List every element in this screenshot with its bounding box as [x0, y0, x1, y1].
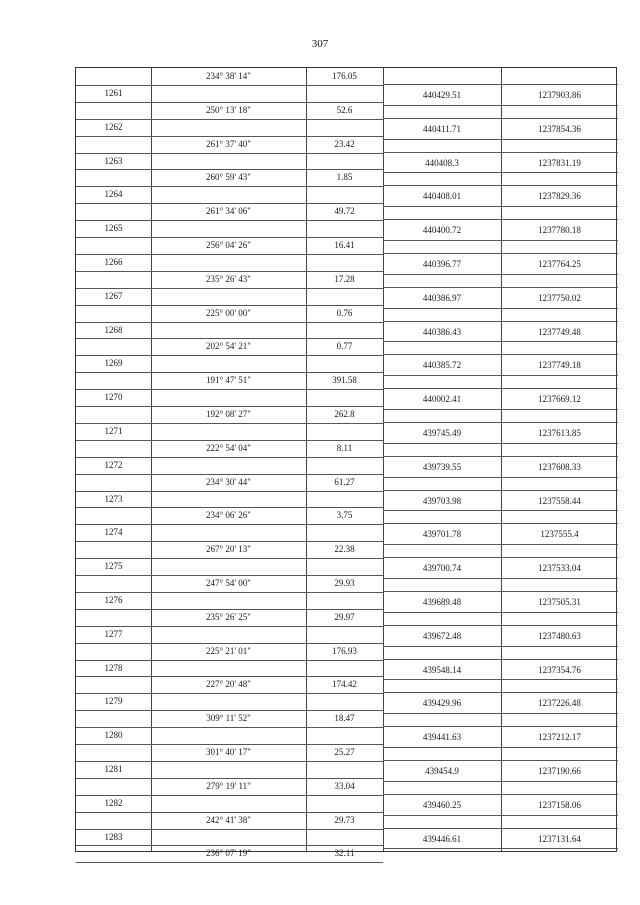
easting-cell: 1237158.06	[538, 799, 581, 810]
distance-cell: 17.28	[334, 273, 355, 284]
row-divider	[383, 510, 618, 511]
point-id-cell: 1267	[104, 290, 123, 301]
northing-cell: 439672.48	[422, 630, 462, 641]
point-id-cell: 1283	[104, 831, 123, 842]
easting-cell: 1237558.44	[538, 495, 581, 506]
row-divider	[383, 219, 618, 220]
easting-cell: 1237831.19	[538, 157, 581, 168]
northing-cell: 439429.96	[422, 698, 462, 709]
easting-cell: 1237533.04	[538, 563, 581, 574]
row-divider	[76, 237, 383, 238]
row-divider	[383, 523, 618, 524]
northing-cell: 439548.14	[422, 664, 462, 675]
bearing-cell: 261° 34' 06"	[206, 206, 251, 217]
easting-cell: 1237669.12	[538, 394, 581, 405]
bearing-cell: 236° 07' 19"	[206, 848, 251, 859]
easting-cell: 1237190.66	[538, 765, 581, 776]
easting-cell: 1237829.36	[538, 191, 581, 202]
row-divider	[383, 625, 618, 626]
distance-cell: 0.76	[336, 307, 353, 318]
row-divider	[76, 575, 383, 576]
bearing-cell: 250° 13' 18"	[206, 104, 251, 115]
point-id-cell: 1263	[104, 155, 123, 166]
point-id-cell: 1280	[104, 730, 123, 741]
easting-cell: 1237226.48	[538, 698, 581, 709]
bearing-cell: 202° 54' 21"	[206, 341, 251, 352]
easting-cell: 1237131.64	[538, 833, 581, 844]
easting-cell: 1237764.25	[538, 258, 581, 269]
easting-cell: 1237749.48	[538, 326, 581, 337]
point-id-cell: 1271	[104, 425, 123, 436]
bearing-cell: 309° 11' 52"	[206, 713, 251, 724]
row-divider	[76, 372, 383, 373]
row-divider	[383, 828, 618, 829]
distance-cell: 262.8	[334, 409, 355, 419]
row-divider	[76, 136, 383, 137]
bearing-cell: 301° 40' 17"	[206, 747, 251, 757]
distance-cell: 22.38	[334, 544, 355, 555]
row-divider	[76, 609, 383, 610]
row-divider	[383, 848, 618, 849]
point-id-cell: 1274	[104, 527, 123, 538]
northing-cell: 440386.43	[422, 326, 462, 337]
bearing-cell: 191° 47' 51"	[206, 375, 251, 386]
row-divider	[383, 341, 618, 342]
row-divider	[383, 726, 618, 727]
bearing-cell: 242° 41' 38"	[206, 814, 251, 825]
row-divider	[383, 646, 618, 647]
distance-cell: 29.97	[334, 611, 355, 622]
northing-cell: 440386.97	[422, 292, 462, 303]
row-divider	[76, 710, 383, 711]
row-divider	[383, 240, 618, 241]
northing-cell: 440429.51	[422, 89, 462, 100]
row-divider	[383, 321, 618, 322]
point-id-cell: 1261	[104, 87, 123, 98]
northing-cell: 439441.63	[422, 732, 462, 743]
northing-cell: 440408.01	[422, 191, 462, 202]
row-divider	[383, 409, 618, 410]
bearing-cell: 222° 54' 04"	[206, 442, 251, 453]
bearing-cell: 247° 54' 00"	[206, 578, 251, 588]
bearing-cell: 227° 20' 48"	[206, 679, 251, 690]
northing-cell: 440400.72	[422, 225, 462, 236]
distance-cell: 23.42	[334, 138, 355, 149]
row-divider	[383, 354, 618, 355]
row-divider	[76, 440, 383, 441]
distance-cell: 18.47	[334, 713, 355, 724]
distance-cell: 49.72	[334, 206, 355, 217]
row-divider	[76, 676, 383, 677]
row-divider	[76, 406, 383, 407]
distance-cell: 3.75	[336, 510, 353, 521]
row-divider	[383, 557, 618, 558]
bearing-cell: 234° 06' 26"	[206, 510, 251, 521]
northing-cell: 439745.49	[422, 427, 462, 438]
easting-cell: 1237608.33	[538, 461, 581, 472]
row-divider	[383, 422, 618, 423]
row-divider	[383, 139, 618, 140]
distance-cell: 32.11	[334, 848, 355, 859]
point-id-cell: 1262	[104, 121, 123, 132]
row-divider	[76, 102, 383, 103]
point-id-cell: 1281	[104, 763, 123, 774]
point-id-cell: 1272	[104, 459, 123, 470]
bearing-cell: 225° 00' 00"	[206, 307, 251, 318]
row-divider	[383, 456, 618, 457]
row-divider	[383, 490, 618, 491]
distance-cell: 174.42	[332, 679, 357, 690]
distance-cell: 29.73	[334, 814, 355, 825]
row-divider	[383, 443, 618, 444]
point-id-cell: 1269	[104, 358, 123, 369]
row-divider	[383, 152, 618, 153]
easting-cell: 1237903.86	[538, 89, 581, 100]
row-divider	[383, 692, 618, 693]
row-divider	[383, 287, 618, 288]
row-divider	[76, 338, 383, 339]
northing-cell: 439689.48	[422, 596, 462, 607]
northing-cell: 440385.72	[422, 360, 462, 371]
point-id-cell: 1277	[104, 628, 123, 639]
distance-cell: 25.27	[334, 747, 355, 757]
point-id-cell: 1268	[104, 324, 123, 335]
coordinate-table	[75, 67, 617, 859]
point-id-cell: 1275	[104, 561, 123, 572]
northing-cell: 439703.98	[422, 495, 462, 506]
easting-cell: 1237613.85	[538, 427, 581, 438]
northing-cell: 440002.41	[422, 394, 462, 405]
row-divider	[383, 679, 618, 680]
row-divider	[383, 794, 618, 795]
row-divider	[383, 274, 618, 275]
row-divider	[383, 84, 618, 85]
easting-cell: 1237212.17	[538, 732, 581, 743]
row-divider	[383, 477, 618, 478]
distance-cell: 8.11	[336, 442, 353, 453]
easting-cell: 1237354.76	[538, 664, 581, 675]
bearing-cell: 235° 26' 43"	[206, 273, 251, 284]
row-divider	[76, 507, 383, 508]
point-id-cell: 1264	[104, 189, 123, 200]
row-divider	[76, 643, 383, 644]
point-id-cell: 1270	[104, 392, 123, 403]
bearing-cell: 225° 21' 01"	[206, 645, 251, 656]
row-divider	[383, 253, 618, 254]
row-divider	[383, 375, 618, 376]
row-divider	[383, 206, 618, 207]
bearing-cell: 235° 26' 25"	[206, 611, 251, 622]
row-divider	[383, 747, 618, 748]
bearing-cell: 192° 08' 27"	[206, 409, 251, 419]
distance-cell: 16.41	[334, 240, 355, 250]
point-id-cell: 1278	[104, 662, 123, 673]
point-id-cell: 1276	[104, 594, 123, 605]
easting-cell: 1237555.4	[540, 529, 579, 540]
point-id-cell: 1282	[104, 797, 123, 808]
row-divider	[76, 474, 383, 475]
bearing-cell: 256° 04' 26"	[206, 240, 251, 250]
easting-cell: 1237749.18	[538, 360, 581, 371]
easting-cell: 1237780.18	[538, 225, 581, 236]
northing-cell: 439454.9	[425, 765, 459, 776]
row-divider	[76, 744, 383, 745]
row-divider	[383, 388, 618, 389]
row-divider	[383, 781, 618, 782]
row-divider	[383, 172, 618, 173]
distance-cell: 176.05	[332, 71, 357, 81]
bearing-cell: 267° 20' 13"	[206, 544, 251, 555]
distance-cell: 61.27	[334, 476, 355, 487]
easting-cell: 1237505.31	[538, 596, 581, 607]
row-divider	[76, 862, 383, 863]
northing-cell: 439446.61	[422, 833, 462, 844]
northing-cell: 439700.74	[422, 563, 462, 574]
row-divider	[383, 659, 618, 660]
point-id-cell: 1273	[104, 493, 123, 504]
row-divider	[383, 105, 618, 106]
row-divider	[76, 778, 383, 779]
row-divider	[383, 612, 618, 613]
row-divider	[76, 305, 383, 306]
row-divider	[383, 544, 618, 545]
easting-cell: 1237750.02	[538, 292, 581, 303]
row-divider	[383, 118, 618, 119]
northing-cell: 439701.78	[422, 529, 462, 540]
distance-cell: 52.6	[336, 104, 353, 115]
distance-cell: 391.58	[332, 375, 357, 386]
row-divider	[76, 203, 383, 204]
northing-cell: 440411.71	[423, 123, 461, 134]
easting-cell: 1237854.36	[538, 123, 581, 134]
bearing-cell: 260° 59' 43"	[206, 172, 251, 183]
distance-cell: 29.93	[334, 578, 355, 588]
row-divider	[383, 815, 618, 816]
point-id-cell: 1265	[104, 223, 123, 234]
row-divider	[383, 308, 618, 309]
row-divider	[383, 713, 618, 714]
row-divider	[76, 812, 383, 813]
page-number: 307	[311, 38, 329, 50]
row-divider	[383, 578, 618, 579]
row-divider	[383, 591, 618, 592]
distance-cell: 33.04	[334, 780, 355, 791]
row-divider	[76, 845, 383, 846]
northing-cell: 439739.55	[422, 461, 462, 472]
distance-cell: 0.77	[336, 341, 353, 352]
point-id-cell: 1279	[104, 696, 123, 707]
distance-cell: 176.93	[332, 645, 357, 656]
northing-cell: 439460.25	[422, 799, 462, 810]
row-divider	[76, 271, 383, 272]
row-divider	[76, 169, 383, 170]
bearing-cell: 261° 37' 40"	[206, 138, 251, 149]
bearing-cell: 234° 38' 14"	[206, 71, 251, 81]
point-id-cell: 1266	[104, 256, 123, 267]
northing-cell: 440396.77	[422, 258, 462, 269]
bearing-cell: 234° 30' 44"	[206, 476, 251, 487]
row-divider	[76, 541, 383, 542]
distance-cell: 1.85	[336, 172, 353, 183]
row-divider	[383, 760, 618, 761]
bearing-cell: 279° 19' 11"	[206, 780, 251, 791]
northing-cell: 440408.3	[425, 157, 459, 168]
easting-cell: 1237480.63	[538, 630, 581, 641]
row-divider	[383, 185, 618, 186]
